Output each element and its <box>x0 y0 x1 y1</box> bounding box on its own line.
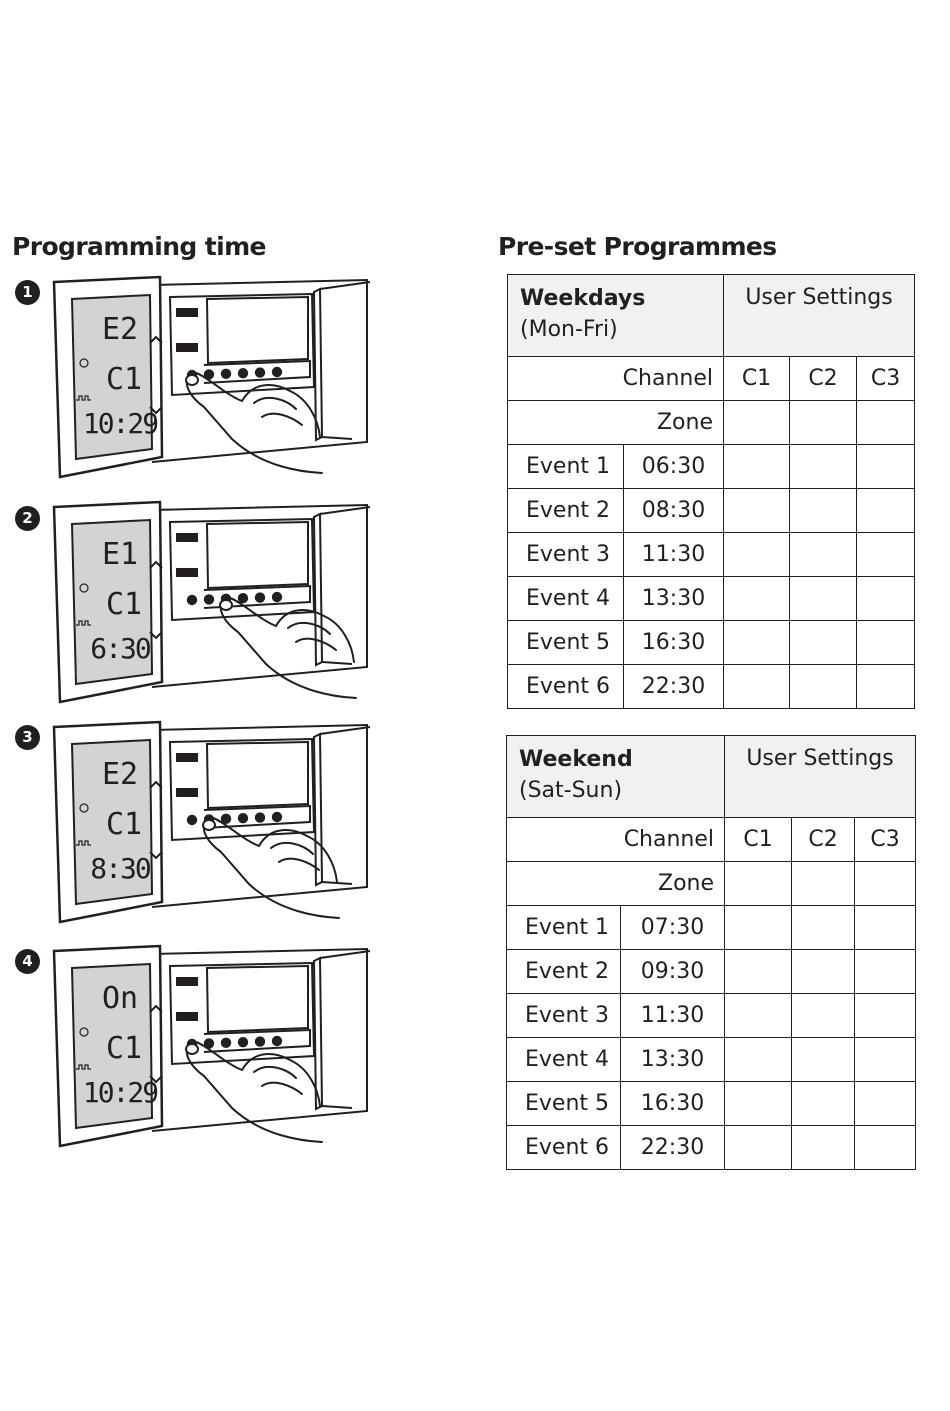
table-row <box>507 1038 916 1082</box>
event-label: Event 5 <box>508 621 624 665</box>
user-setting-cell[interactable] <box>792 1126 855 1170</box>
panel-button <box>272 1036 282 1046</box>
panel-button <box>272 592 282 602</box>
table-title-cell <box>508 275 724 357</box>
panel-button <box>255 1036 265 1046</box>
lcd-top-text: E1 <box>101 537 139 572</box>
table-row <box>507 994 916 1038</box>
fingertip <box>186 375 198 385</box>
user-setting-cell[interactable] <box>855 1082 916 1126</box>
user-setting-cell[interactable] <box>857 533 915 577</box>
user-setting-cell[interactable] <box>857 665 915 709</box>
table-title-cell <box>507 736 725 818</box>
lcd-bottom-text: 6:30 <box>90 632 150 665</box>
table-row <box>507 1126 916 1170</box>
panel-display <box>207 966 308 1032</box>
panel-button <box>221 369 231 379</box>
zone-label: Zone <box>508 401 724 445</box>
event-label: Event 6 <box>508 665 624 709</box>
user-setting-cell[interactable] <box>724 621 790 665</box>
mode-label: MODE <box>177 535 197 543</box>
table-row <box>508 445 915 489</box>
mode-label: MODE <box>177 310 197 318</box>
user-setting-cell[interactable] <box>855 862 916 906</box>
lcd-middle-text: C1 <box>105 1031 143 1066</box>
user-setting-cell[interactable] <box>725 1038 792 1082</box>
user-setting-cell[interactable] <box>857 621 915 665</box>
event-time: 09:30 <box>621 950 725 994</box>
channel-header: C3 <box>857 357 915 401</box>
user-setting-cell[interactable] <box>724 445 790 489</box>
event-label: Event 3 <box>507 994 621 1038</box>
user-setting-cell[interactable] <box>724 401 790 445</box>
user-setting-cell[interactable] <box>790 401 857 445</box>
thermostat-illustration <box>52 277 382 482</box>
user-setting-cell[interactable] <box>725 906 792 950</box>
hrs-label: +HRS <box>178 345 196 353</box>
table-title: Weekdays <box>520 286 646 311</box>
user-setting-cell[interactable] <box>792 950 855 994</box>
panel-button <box>238 1037 248 1047</box>
user-setting-cell[interactable] <box>724 489 790 533</box>
table-row <box>508 577 915 621</box>
event-time: 11:30 <box>621 994 725 1038</box>
hrs-label: +HRS <box>178 790 196 798</box>
panel-button <box>187 815 197 825</box>
panel-button <box>255 592 265 602</box>
event-time: 08:30 <box>624 489 724 533</box>
user-setting-cell[interactable] <box>792 862 855 906</box>
lcd-top-text: On <box>101 981 139 1016</box>
thermostat-illustration <box>52 946 382 1151</box>
lcd-middle-text: C1 <box>105 587 143 622</box>
user-setting-cell[interactable] <box>725 1082 792 1126</box>
table-row <box>507 1082 916 1126</box>
event-label: Event 5 <box>507 1082 621 1126</box>
user-setting-cell[interactable] <box>855 906 916 950</box>
table-row <box>508 533 915 577</box>
weekend-table <box>506 735 916 1170</box>
panel-button <box>187 595 197 605</box>
user-setting-cell[interactable] <box>857 577 915 621</box>
panel-button <box>272 367 282 377</box>
table-row <box>508 489 915 533</box>
user-setting-cell[interactable] <box>790 489 857 533</box>
user-setting-cell[interactable] <box>790 665 857 709</box>
lcd-bottom-text: 8:30 <box>90 852 150 885</box>
user-setting-cell[interactable] <box>792 1082 855 1126</box>
user-settings-header: User Settings <box>724 275 915 357</box>
event-time: 22:30 <box>621 1126 725 1170</box>
user-setting-cell[interactable] <box>724 577 790 621</box>
event-time: 13:30 <box>621 1038 725 1082</box>
zone-label: Zone <box>507 862 725 906</box>
hrs-label: +HRS <box>178 1014 196 1022</box>
user-setting-cell[interactable] <box>725 994 792 1038</box>
table-row <box>508 621 915 665</box>
channel-header: C1 <box>725 818 792 862</box>
step-number-badge: 1 <box>15 280 40 305</box>
panel-button <box>255 367 265 377</box>
panel-button <box>238 368 248 378</box>
channel-header: C1 <box>724 357 790 401</box>
user-setting-cell[interactable] <box>857 401 915 445</box>
event-time: 13:30 <box>624 577 724 621</box>
step-number-badge: 3 <box>15 725 40 750</box>
panel-display <box>207 742 308 808</box>
fingertip <box>220 600 232 610</box>
user-setting-cell[interactable] <box>725 862 792 906</box>
event-time: 16:30 <box>624 621 724 665</box>
event-label: Event 4 <box>507 1038 621 1082</box>
user-setting-cell[interactable] <box>724 533 790 577</box>
lcd-middle-text: C1 <box>105 362 143 397</box>
user-setting-cell[interactable] <box>855 1126 916 1170</box>
table-row <box>508 665 915 709</box>
event-label: Event 2 <box>508 489 624 533</box>
user-setting-cell[interactable] <box>792 906 855 950</box>
channel-label: Channel <box>507 818 725 862</box>
panel-display <box>207 297 308 363</box>
panel-display <box>207 522 308 588</box>
table-row <box>507 906 916 950</box>
panel-button <box>272 812 282 822</box>
event-label: Event 4 <box>508 577 624 621</box>
user-setting-cell[interactable] <box>790 621 857 665</box>
mode-label: MODE <box>177 755 197 763</box>
event-time: 22:30 <box>624 665 724 709</box>
step-number-badge: 4 <box>15 949 40 974</box>
lcd-middle-text: C1 <box>105 807 143 842</box>
hrs-label: +HRS <box>178 570 196 578</box>
table-subtitle: (Mon-Fri) <box>520 317 618 342</box>
event-time: 11:30 <box>624 533 724 577</box>
channel-header: C2 <box>792 818 855 862</box>
step-number-badge: 2 <box>15 506 40 531</box>
event-label: Event 1 <box>507 906 621 950</box>
user-setting-cell[interactable] <box>855 950 916 994</box>
event-label: Event 1 <box>508 445 624 489</box>
user-setting-cell[interactable] <box>790 577 857 621</box>
user-setting-cell[interactable] <box>855 994 916 1038</box>
mode-label: MODE <box>177 979 197 987</box>
channel-header: C3 <box>855 818 916 862</box>
table-title: Weekend <box>519 747 633 772</box>
table-row <box>507 950 916 994</box>
thermostat-illustration <box>52 502 382 707</box>
panel-button <box>238 813 248 823</box>
fingertip <box>203 820 215 830</box>
event-label: Event 3 <box>508 533 624 577</box>
lcd-top-text: E2 <box>101 312 139 347</box>
user-setting-cell[interactable] <box>790 533 857 577</box>
event-time: 06:30 <box>624 445 724 489</box>
channel-label: Channel <box>508 357 724 401</box>
thermostat-illustration <box>52 722 382 927</box>
preset-programmes-heading: Pre-set Programmes <box>498 232 777 261</box>
lcd-top-text: E2 <box>101 757 139 792</box>
door-edge <box>314 734 322 885</box>
fingertip <box>186 1044 198 1054</box>
user-setting-cell[interactable] <box>857 489 915 533</box>
event-label: Event 6 <box>507 1126 621 1170</box>
event-label: Event 2 <box>507 950 621 994</box>
table-subtitle: (Sat-Sun) <box>519 778 623 803</box>
user-setting-cell[interactable] <box>792 1038 855 1082</box>
programming-time-heading: Programming time <box>12 232 266 261</box>
event-time: 16:30 <box>621 1082 725 1126</box>
lcd-bottom-text: 10:29 <box>82 407 158 440</box>
user-setting-cell[interactable] <box>725 1126 792 1170</box>
user-setting-cell[interactable] <box>792 994 855 1038</box>
event-time: 07:30 <box>621 906 725 950</box>
lcd-bottom-text: 10:29 <box>82 1076 158 1109</box>
weekdays-table <box>507 274 915 709</box>
user-setting-cell[interactable] <box>724 665 790 709</box>
panel-button <box>204 594 214 604</box>
user-setting-cell[interactable] <box>857 445 915 489</box>
user-setting-cell[interactable] <box>790 445 857 489</box>
user-settings-header: User Settings <box>725 736 916 818</box>
channel-header: C2 <box>790 357 857 401</box>
panel-button <box>255 812 265 822</box>
user-setting-cell[interactable] <box>855 1038 916 1082</box>
panel-button <box>221 1038 231 1048</box>
user-setting-cell[interactable] <box>725 950 792 994</box>
